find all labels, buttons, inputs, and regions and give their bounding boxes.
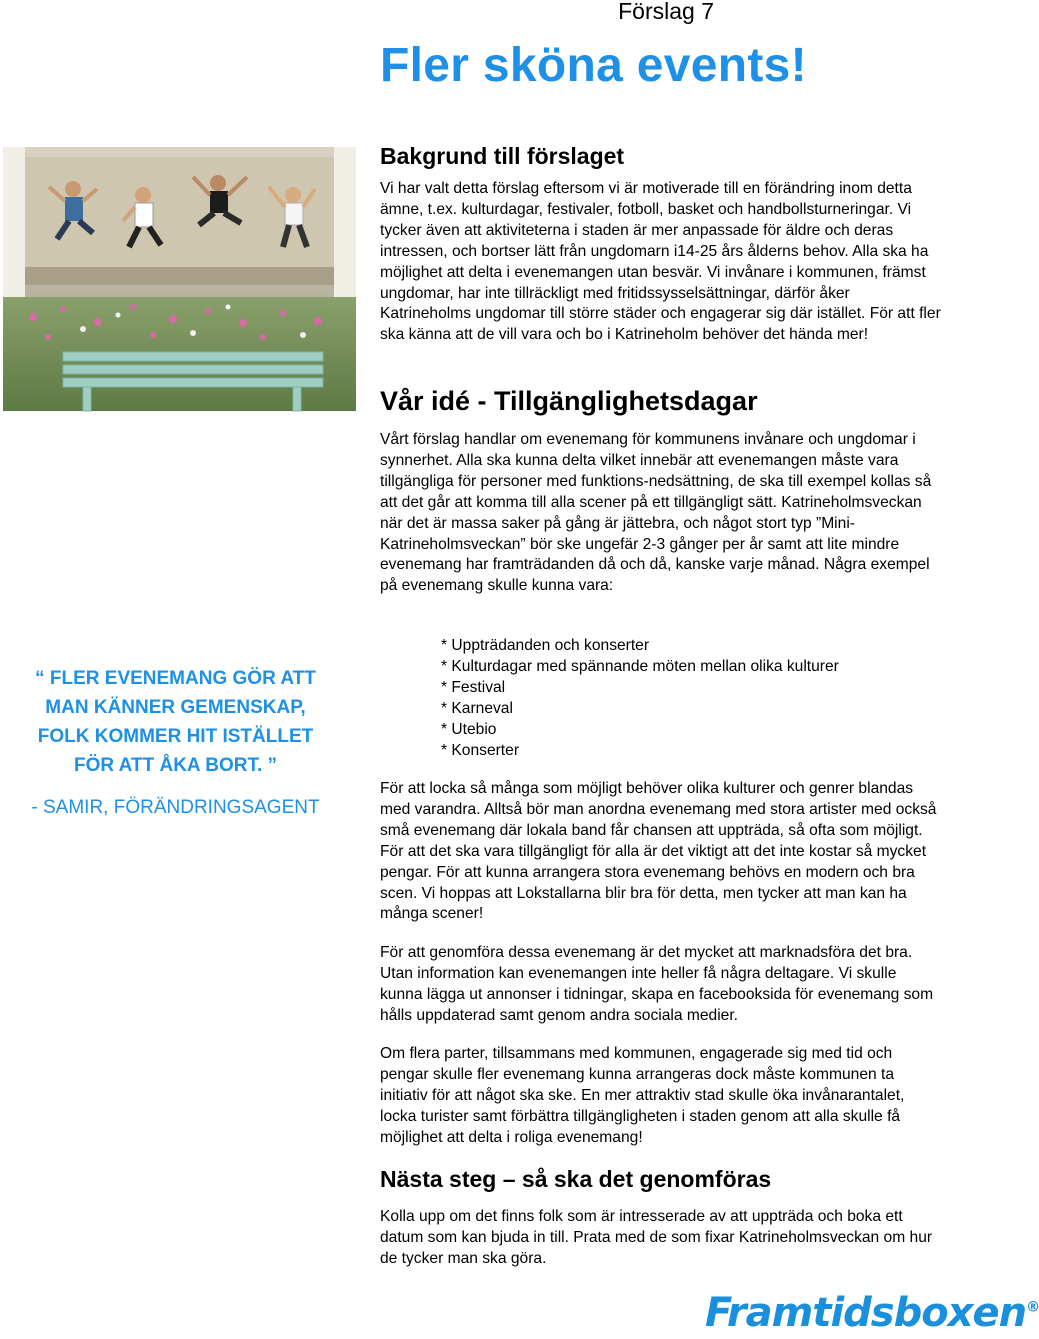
idea-paragraph-2: För att locka så många som möjligt behöver olika kulturer och genrer blandas med varandra. Alltså bör man anordna evenemang med stora artister med också små evenemang där lokala band får chansen att uppträda, så ofta som möjligt. För att det ska vara tillgängligt för alla är det viktigt att det inte kostar så mycket pengar. För att kunna arrangera stora evenemang behövs en modern och bra scen. Vi hoppas att Lokstallarna blir bra för detta, men tycker att man kan ha många scener! <box>380 780 937 923</box>
list-item: * Karneval <box>441 699 513 717</box>
quote-author: - SAMIR, FÖRÄNDRINGSAGENT <box>31 797 320 818</box>
jumping-youths-photo <box>3 147 356 411</box>
list-item: * Uppträdanden och konserter <box>441 637 650 654</box>
logo-text: Framtidsboxen <box>705 1290 1027 1336</box>
registered-mark: ® <box>1026 1299 1039 1316</box>
framtidsboxen-logo <box>705 1290 1039 1336</box>
idea-heading: Vår idé - Tillgänglighetsdagar <box>380 386 758 416</box>
list-item: * Kulturdagar med spännande möten mellan olika kulturer <box>441 657 839 675</box>
next-step-text: Kolla upp om det finns folk som är intresserade av att uppträda och boka ett datum som kan bjuda in till. Prata med de som fixar Katrineholmsveckan om hur de tycker man ska göra. <box>380 1208 933 1267</box>
idea-paragraph-4: Om flera parter, tillsammans med kommunen, engagerade sig med tid och pengar skulle fler evenemang kunna arrangeras dock måste kommunen ta initiativ för att något ska ske. En mer attraktiv stad skulle öka invånarantalet, locka turister samt förbättra tillgängligheten i staden genom att alla skulle få möjlighet att delta i roliga evenemang! <box>380 1045 905 1146</box>
idea-paragraph: Vårt förslag handlar om evenemang för kommunens invånare och ungdomar i synnerhet. Alla ska kunna delta vilket innebär att evenemangen måste vara tillgängliga för personer med funktions-nedsättning, de ska till exempel kollas så att det går att komma till alla scener på ett tillgängligt sätt. Katrineholmsveckan när det är massa saker på gång är jättebra, och något stort typ ”Mini-Katrineholmsveckan” bör ske ungefär 2-3 gånger per år samt att lite mindre evenemang har framträdanden då och då, kanske varje månad. Några exempel på evenemang skulle kunna vara: <box>380 431 932 595</box>
list-item: * Festival <box>441 678 506 696</box>
background-text <box>380 179 942 346</box>
background-paragraph: Vi har valt detta förslag eftersom vi är motiverade till en förändring inom detta ämne, t.ex. kulturdagar, festivaler, fotboll, basket och handbollsturneringar. Vi tycker även att aktiviteterna i staden är mer anpassade för äldre och deras intressen, och bortser lätt från ungdomarn i14-25 års ålderns behov. Alla ska ha möjlighet att delta i evenemangen utan besvär. Vi invånare i kommunen, främst ungdomar, har inte tillräckligt med fritidssysselsättningar, därför åker Katrineholms ungdomar till större städer och engagerar sig där istället. För att fler ska känna att de vill vara och bo i Katrineholm behöver det hända mer! <box>380 180 941 344</box>
pull-quote: “ FLER EVENEMANG GÖR ATT MAN KÄNNER GEMENSKAP, FOLK KOMMER HIT ISTÄLLET FÖR ATT ÅKA BORT. ” <box>35 668 316 776</box>
event-examples-list <box>441 636 839 761</box>
list-item: * Utebio <box>441 720 497 738</box>
document-label: Förslag 7 <box>618 0 714 24</box>
idea-paragraph-3: För att genomföra dessa evenemang är det mycket att marknadsföra det bra. Utan information kan evenemangen inte heller få några deltagare. Vi skulle kunna lägga ut annonser i tidningar, skapa en facebooksida för evenemang som hålls uppdaterad samt genom andra sociala medier. <box>380 944 934 1024</box>
background-heading: Bakgrund till förslaget <box>380 143 625 169</box>
idea-text <box>380 430 942 597</box>
page-title: Fler sköna events! <box>380 39 807 92</box>
next-step-heading: Nästa steg – så ska det genomföras <box>380 1166 772 1192</box>
list-item: * Konserter <box>441 741 520 759</box>
